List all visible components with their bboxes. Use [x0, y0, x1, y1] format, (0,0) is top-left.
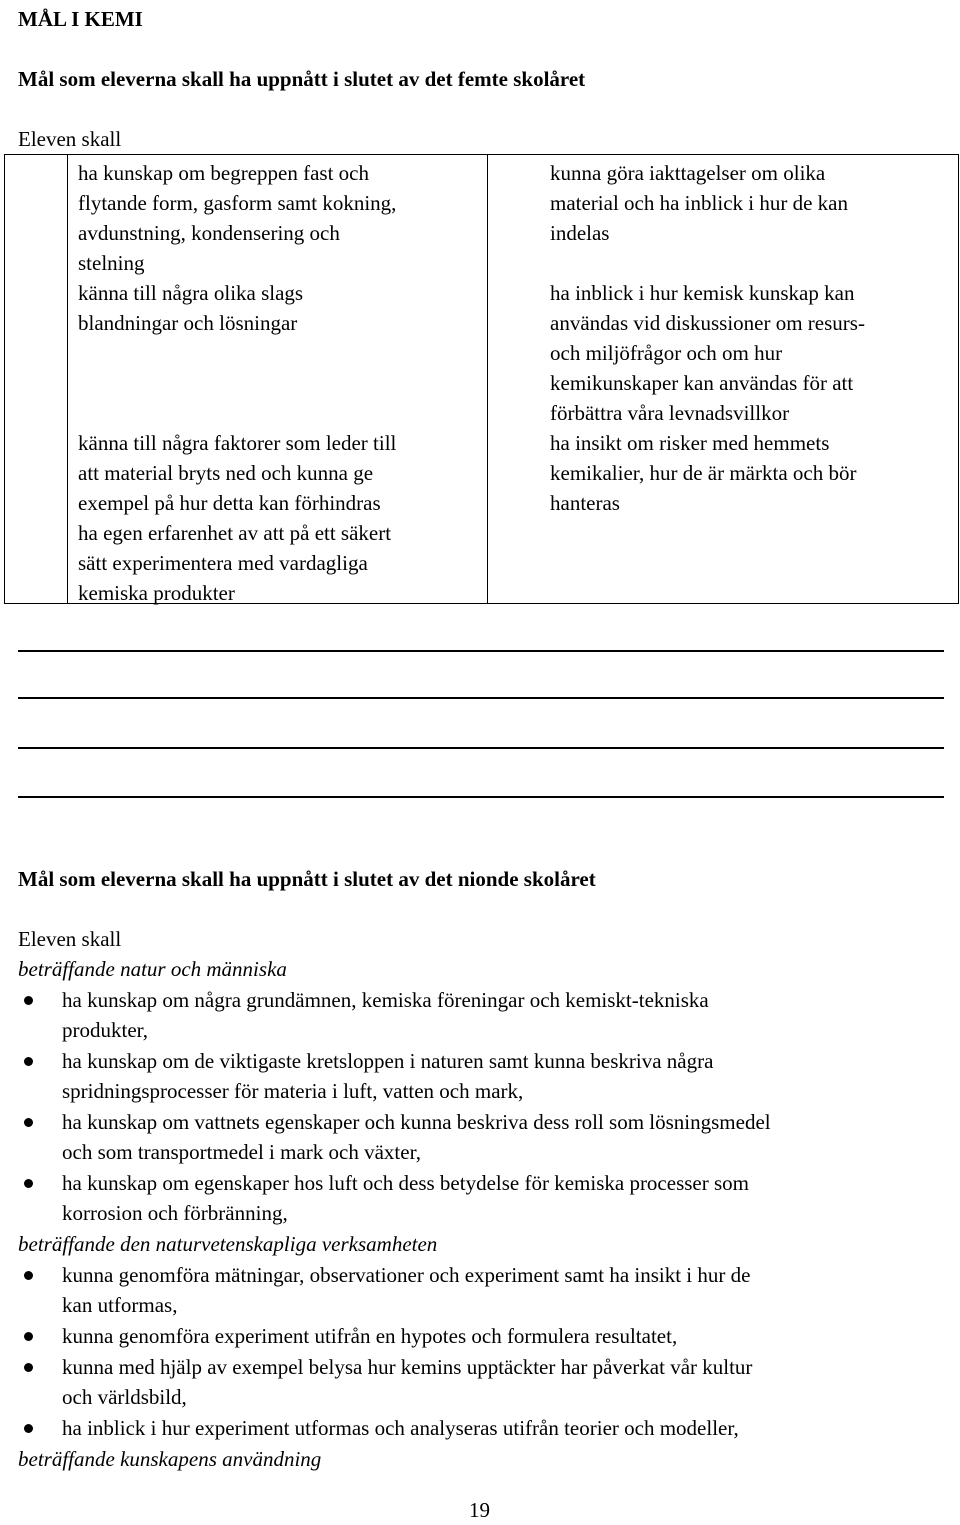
bullet-icon: [24, 1057, 33, 1066]
blank-line: [18, 747, 944, 749]
list-item: ha kunskap om vattnets egenskaper och kunna beskriva dess roll som lösningsmedel och som transportmedel i mark och växter,: [62, 1110, 771, 1164]
table-cell-left-1: ha kunskap om begreppen fast och flytande form, gasform samt kokning, avdunstning, kondensering och stelning: [78, 161, 397, 275]
page-number: 19: [469, 1498, 490, 1522]
subheading-naturvetenskapliga-verksamheten: beträffande den naturvetenskapliga verksamheten: [18, 1232, 438, 1256]
list-item: ha inblick i hur experiment utformas och analyseras utifrån teorier och modeller,: [62, 1416, 739, 1440]
list-item: kunna genomföra experiment utifrån en hypotes och formulera resultatet,: [62, 1324, 678, 1348]
list-item: kunna genomföra mätningar, observationer och experiment samt ha insikt i hur de kan utformas,: [62, 1263, 751, 1317]
list-item: kunna med hjälp av exempel belysa hur kemins upptäckter har påverkat vår kultur och världsbild,: [62, 1355, 753, 1409]
bullet-icon: [24, 1271, 33, 1280]
list-item: ha kunskap om de viktigaste kretsloppen i naturen samt kunna beskriva några spridningsprocesser för materia i luft, vatten och mark,: [62, 1049, 714, 1103]
table-cell-left-3: känna till några faktorer som leder till att material bryts ned och kunna ge exempel på hur detta kan förhindras: [78, 431, 397, 515]
table-cell-right-2: ha inblick i hur kemisk kunskap kan användas vid diskussioner om resurs- och miljöfrågor och om hur kemikunskaper kan användas för att förbättra våra levnadsvillkor: [550, 281, 865, 425]
table-cell-right-3: ha insikt om risker med hemmets kemikalier, hur de är märkta och bör hanteras: [550, 431, 857, 515]
bullet-icon: [24, 996, 33, 1005]
bullet-icon: [24, 1363, 33, 1372]
table-cell-left-4: ha egen erfarenhet av att på ett säkert sätt experimentera med vardagliga kemiska produkter: [78, 521, 392, 605]
subheading-kunskapens-anvandning: beträffande kunskapens användning: [18, 1447, 322, 1471]
table-column-divider: [487, 155, 488, 603]
subheading-natur-och-manniska: beträffande natur och människa: [18, 957, 287, 981]
list-item: ha kunskap om några grundämnen, kemiska föreningar och kemiskt-tekniska produkter,: [62, 988, 709, 1042]
blank-line: [18, 796, 944, 798]
bullet-icon: [24, 1332, 33, 1341]
blank-line: [18, 650, 944, 652]
intro-text-fifth-year: Eleven skall: [18, 127, 122, 151]
table-column-divider: [67, 155, 68, 603]
bullet-icon: [24, 1424, 33, 1433]
list-item: ha kunskap om egenskaper hos luft och dess betydelse för kemiska processer som korrosion och förbränning,: [62, 1171, 749, 1225]
table-cell-right-1: kunna göra iakttagelser om olika material och ha inblick i hur de kan indelas: [550, 161, 848, 245]
bullet-icon: [24, 1179, 33, 1188]
intro-text-ninth-year: Eleven skall: [18, 927, 122, 951]
section-heading-fifth-year: Mål som eleverna skall ha uppnått i slutet av det femte skolåret: [18, 67, 586, 91]
blank-line: [18, 697, 944, 699]
bullet-icon: [24, 1118, 33, 1127]
goals-table: [4, 154, 959, 604]
section-heading-ninth-year: Mål som eleverna skall ha uppnått i slutet av det nionde skolåret: [18, 867, 596, 891]
page-title: MÅL I KEMI: [18, 7, 143, 31]
table-cell-left-2: känna till några olika slags blandningar och lösningar: [78, 281, 304, 335]
